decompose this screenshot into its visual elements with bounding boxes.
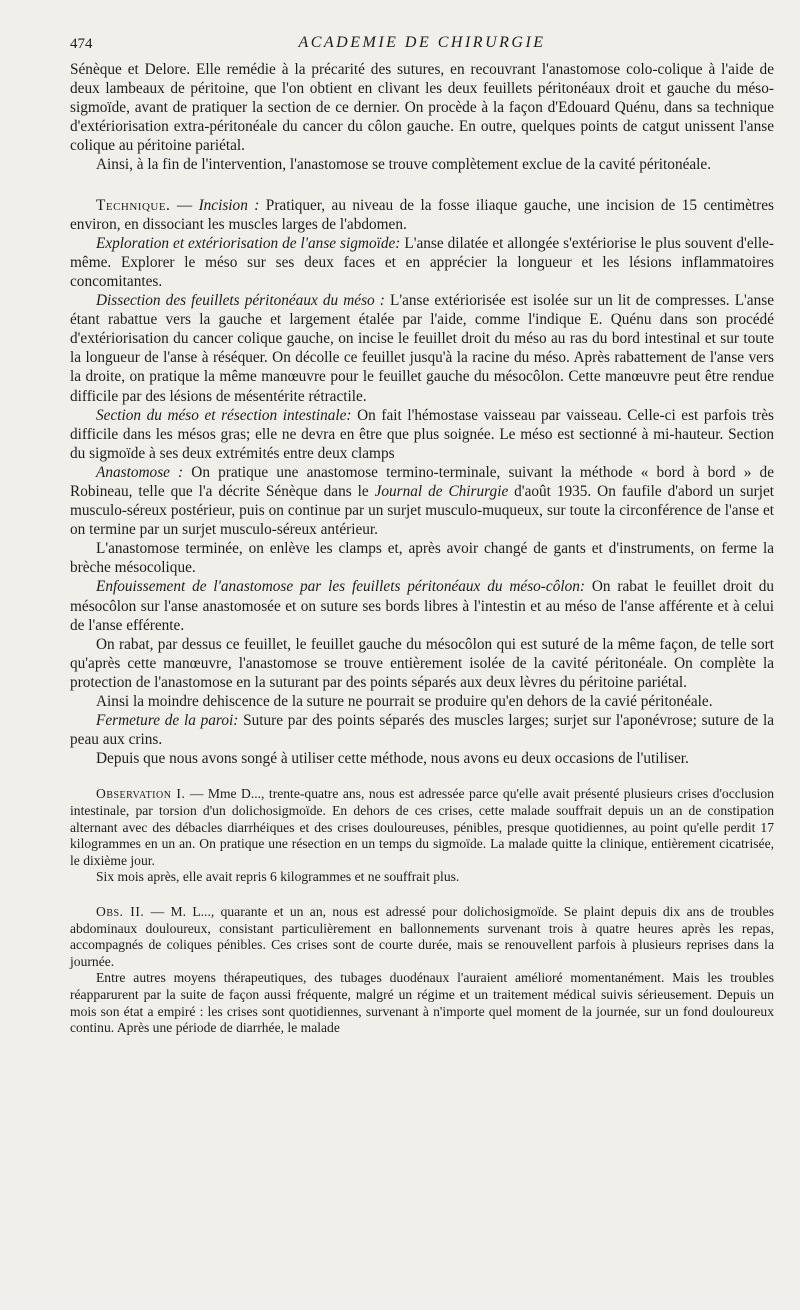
paragraph-depuis: Depuis que nous avons songé à utiliser cette méthode, nous avons eu deux occasions de l'utiliser.: [96, 750, 689, 768]
dissection-text: L'anse extériorisée est isolée sur un lit de compresses. L'anse étant rabattue vers la gauche et largement étalée par l'aide, comme l'indique E. Quénu dans son procédé d'extériorisation du cancer colique gauche, on incise le feuillet droit du méso au ras du bord intestinal et sur toute la longueur de l'anse à réséquer. On décolle ce feuillet jusqu'à la racine du méso. Après rabattement de l'anse vers la droite, on pratique la même manœuvre pour le feuillet gauche du mésocôlon. Cette manœuvre peut être rendue difficile par des lésions de mésentérite rétractile.: [70, 292, 774, 405]
enfouissement-text: On rabat le feuillet droit du mésocôlon sur l'anse anastomosée et on suture ses bords libres à l'intestin et au méso de l'anse afférente et à celui de l'anse efférente.: [70, 578, 774, 634]
paragraph-seneque: Sénèque et Delore. Elle remédie à la précarité des sutures, en recouvrant l'anastomose colo-colique à l'aide de deux lambeaux de péritoine, que l'on obtient en clivant les deux feuillets péritonéaux droit et gauche du méso-sigmoïde, avant de pratiquer la section de ce dernier. On procède à la façon d'Edouard Quénu, dans sa technique d'extériorisation extra-péritonéale du cancer du côlon gauche. En outre, quelques points de catgut unissent l'anse colique au péritoine pariétal.: [70, 61, 774, 155]
observations: [70, 786, 774, 1036]
observation-2-label: Obs. II.: [96, 903, 145, 919]
observation-2-text: — M. L..., quarante et un an, nous est adressé pour dolichosigmoïde. Se plaint depuis dix ans de troubles abdominaux douloureux, consistant particulièrement en ballonnements survenant trois à quatre heures après les repas, accompagnés de coliques pénibles. Ces crises sont de courte durée, mais se renouvellent parfois à plusieurs reprises dans la journée.: [70, 903, 774, 969]
section-gap: [70, 768, 774, 786]
anastomose-text-a: On pratique une anastomose termino-terminale, suivant la méthode « bord à bord » de Robineau, telle que l'a décrite Sénèque dans le: [70, 463, 774, 500]
technique-label: Technique.: [96, 196, 171, 214]
paragraph-rabat: On rabat, par dessus ce feuillet, le feuillet gauche du mésocôlon qui est suturé de la même façon, de telle sort qu'après cette manœuvre, l'anastomose se trouve entièrement isolée de la cavité péritonéale. On complète la protection de l'anastomose en la suturant par des points séparés aux deux lèvres du péritoine pariétal.: [70, 635, 774, 691]
section-gap: [70, 886, 774, 904]
observation-2-continued: Entre autres moyens thérapeutiques, des tubages duodénaux l'auraient amélioré momentanément. Mais les troubles réapparurent par la suite de façon aussi fréquente, malgré un régime et un traitement médical suivis sérieusement. Depuis un mois son état a empiré : les crises sont quotidiennes, survenant à n'importe quel moment de la journée, sur un fond douloureux continu. Après une période de diarrhée, le malade: [70, 970, 774, 1036]
observation-1-text: — Mme D..., trente-quatre ans, nous est adressée parce qu'elle avait présenté plusieurs crises d'occlusion intestinale, par torsion d'un dolichosigmoïde. En dehors de ces crises, cette malade souffrait depuis un an de constipation alternant avec des débacles diarrhéiques et des crises douloureuses, pénibles, presque quotidiennes, au point qu'elle perdit 17 kilogrammes en un an. On pratique une résection en un temps du sigmoïde. La malade quitte la clinique, entièrement cicatrisée, le dixième jour.: [70, 786, 775, 868]
paragraph-section: [70, 406, 774, 463]
fermeture-text: Suture par des points séparés des muscles larges; surjet sur l'aponévrose; suture de la peau aux crins.: [70, 712, 774, 749]
page-number: 474: [70, 36, 93, 52]
running-title: ACADEMIE DE CHIRURGIE: [298, 34, 546, 51]
exploration-text: L'anse dilatée et allongée s'extériorise le plus souvent d'elle-même. Explorer le méso sur ses deux faces et en apprécier la longueur et les lésions inflammatoires concomitantes.: [70, 234, 774, 290]
incision-heading: Incision :: [198, 196, 260, 214]
paragraph-enfouissement: [70, 577, 774, 634]
observation-1: [70, 786, 774, 869]
section-text: On fait l'hémostase vaisseau par vaisseau. Celle-ci est parfois très difficile dans les mésos gras; elle ne devra en être que plus soignée. Le méso est sectionné à mi-hauteur. Section du sigmoïde à ses deux extrémités entre deux clamps: [70, 406, 774, 462]
observation-1-followup: Six mois après, elle avait repris 6 kilogrammes et ne souffrait plus.: [96, 869, 460, 885]
section-gap: [70, 175, 774, 196]
paragraph-dissection: [70, 291, 774, 406]
fermeture-heading: Fermeture de la paroi:: [96, 712, 239, 730]
enfouissement-heading: Enfouissement de l'anastomose par les feuillets péritonéaux du méso-côlon:: [96, 578, 585, 596]
paragraph-clamps: L'anastomose terminée, on enlève les clamps et, après avoir changé de gants et d'instruments, on ferme la brèche mésocolique.: [70, 540, 774, 577]
observation-1-label: Observation I.: [96, 786, 186, 802]
main-text: [70, 60, 774, 768]
section-heading: Section du méso et résection intestinale:: [96, 406, 352, 424]
paragraph-exploration: [70, 234, 774, 291]
paragraph-fermeture: [70, 711, 774, 749]
paragraph-ainsi: Ainsi, à la fin de l'intervention, l'anastomose se trouve complètement exclue de la cavité péritonéale.: [96, 156, 712, 174]
observation-2: [70, 904, 774, 970]
paragraph-technique-incision: [70, 196, 774, 234]
technique-dash: —: [170, 196, 199, 214]
anastomose-heading: Anastomose :: [96, 463, 184, 481]
exploration-heading: Exploration et extériorisation de l'anse sigmoïde:: [96, 234, 401, 252]
page-header: [70, 34, 774, 56]
paragraph-anastomose: [70, 463, 774, 539]
anastomose-text-b: d'août 1935. On faufile d'abord un surjet musculo-séreux postérieur, puis on continue par un surjet musculo-muqueux, sur toute la circonférence de l'anse et on termine par un surjet musculo-séreux antérieur.: [70, 482, 774, 539]
paragraph-dehiscence: Ainsi la moindre dehiscence de la suture ne pourrait se produire qu'en dehors de la cavié péritonéale.: [96, 693, 713, 710]
journal-title: Journal de Chirurgie: [374, 482, 509, 500]
incision-text: Pratiquer, au niveau de la fosse iliaque gauche, une incision de 15 centimètres environ, en dissociant les muscles larges de l'abdomen.: [70, 196, 774, 233]
dissection-heading: Dissection des feuillets péritonéaux du méso :: [96, 292, 385, 310]
